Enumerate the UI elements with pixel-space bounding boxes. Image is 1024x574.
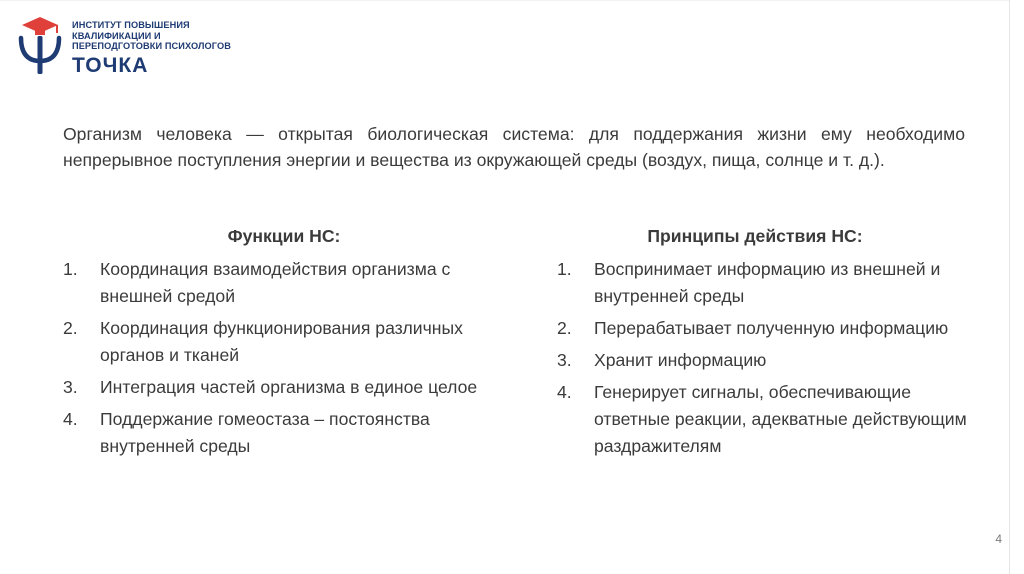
logo-line-3: ПЕРЕПОДГОТОВКИ ПСИХОЛОГОВ — [72, 41, 231, 51]
item-text: Координация функционирования различных органов и тканей — [100, 318, 463, 365]
item-number: 1. — [557, 259, 572, 279]
functions-list — [63, 256, 513, 460]
item-text: Воспринимает информацию из внешней и внутренней среды — [594, 259, 941, 306]
item-number: 2. — [557, 318, 572, 338]
list-item — [63, 256, 520, 310]
list-item — [63, 315, 520, 369]
functions-column — [63, 224, 513, 465]
list-item — [557, 347, 974, 374]
institute-logo — [14, 14, 254, 80]
item-text: Поддержание гомеостаза – постоянства внутренней среды — [100, 409, 430, 456]
logo-line-2: КВАЛИФИКАЦИИ И — [72, 30, 161, 41]
principles-list — [557, 256, 977, 460]
logo-brand: ТОЧКА — [72, 53, 149, 77]
item-number: 1. — [63, 259, 78, 279]
principles-title — [557, 224, 977, 248]
item-text: Интеграция частей организма в единое целое — [100, 377, 478, 397]
principles-title-text: Принципы действия НС: — [647, 226, 863, 246]
logo-line-1: ИНСТИТУТ ПОВЫШЕНИЯ — [72, 20, 190, 30]
list-item — [557, 315, 974, 342]
item-text: Координация взаимодействия организма с внешней средой — [100, 259, 451, 306]
right-border — [1009, 0, 1010, 574]
functions-title — [63, 224, 513, 248]
logo-text-block — [72, 20, 262, 77]
functions-title-text: Функции НС: — [227, 226, 341, 246]
list-item — [557, 379, 974, 460]
item-number: 4. — [63, 409, 78, 429]
item-number: 4. — [557, 382, 572, 402]
list-item — [63, 406, 520, 460]
list-item — [63, 374, 520, 401]
item-number: 3. — [557, 350, 572, 370]
item-text: Перерабатывает полученную информацию — [594, 318, 949, 338]
intro-paragraph: Организм человека — открытая биологическая система: для поддержания жизни ему необходимо непрерывное поступления энергии и вещества из окружающей среды (воздух, пища, солнце и т. д.). — [63, 124, 965, 170]
page-number: 4 — [995, 532, 1002, 546]
list-item — [557, 256, 974, 310]
top-border — [0, 0, 1010, 1]
principles-column — [557, 224, 977, 465]
item-number: 3. — [63, 377, 78, 397]
item-number: 2. — [63, 318, 78, 338]
psi-logo-icon — [14, 14, 66, 78]
item-text: Генерирует сигналы, обеспечивающие ответные реакции, адекватные действующим раздражителям — [594, 382, 967, 456]
item-text: Хранит информацию — [594, 350, 767, 370]
